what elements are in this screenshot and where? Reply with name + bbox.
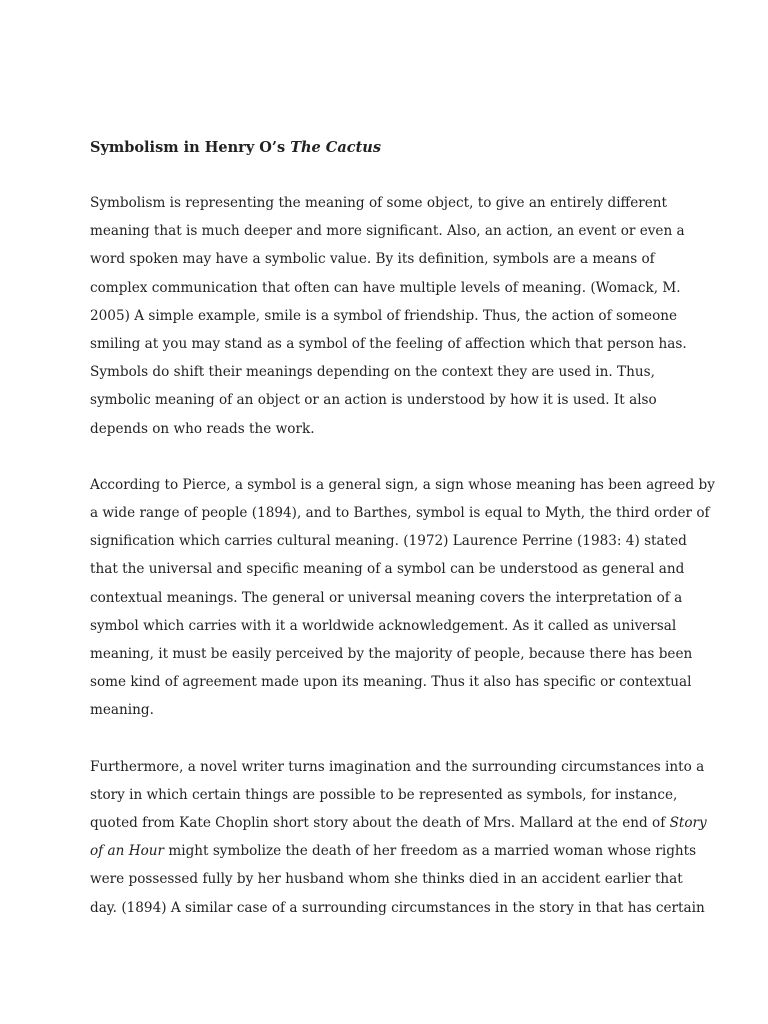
paragraph-line: Furthermore, a novel writer turns imagination and the surrounding circumstances into a	[90, 758, 705, 775]
paragraph-3	[90, 753, 707, 922]
paragraph-line: According to Pierce, a symbol is a general sign, a sign whose meaning has been agreed by	[90, 476, 715, 493]
paragraph-line: smiling at you may stand as a symbol of the feeling of affection which that person has.	[90, 336, 687, 353]
paragraph-line	[90, 837, 697, 865]
paragraph-line	[90, 809, 707, 837]
line-text: quoted from Kate Choplin short story about the death of Mrs. Mallard at the end of	[90, 815, 670, 832]
paragraph-line: 2005) A simple example, smile is a symbol of friendship. Thus, the action of someone	[90, 307, 678, 324]
paragraph-line: meaning that is much deeper and more significant. Also, an action, an event or even a	[90, 223, 685, 240]
paragraph-line: day. (1894) A similar case of a surrounding circumstances in the story in that has certain	[90, 899, 705, 916]
paragraph-line: a wide range of people (1894), and to Barthes, symbol is equal to Myth, the third order of	[90, 505, 710, 522]
paragraph-line: symbol which carries with it a worldwide acknowledgement. As it called as universal	[90, 617, 677, 634]
paragraph-2	[90, 471, 715, 725]
paragraph-line: complex communication that often can have multiple levels of meaning. (Womack, M.	[90, 279, 681, 296]
paragraph-line: that the universal and specific meaning of a symbol can be understood as general and	[90, 561, 685, 578]
title-text: Symbolism in Henry O’s	[90, 139, 291, 156]
paragraph-line: Symbols do shift their meanings depending on the context they are used in. Thus,	[90, 364, 655, 381]
paragraph-line: Symbolism is representing the meaning of some object, to give an entirely different	[90, 195, 668, 211]
paragraph-line: contextual meanings. The general or universal meaning covers the interpretation of a	[90, 589, 683, 606]
paragraph-1	[90, 189, 686, 443]
paragraph-line: symbolic meaning of an object or an action is understood by how it is used. It also	[90, 392, 657, 409]
title-italic-text: The Cactus	[290, 139, 381, 156]
paragraph-line: story in which certain things are possible to be represented as symbols, for instance,	[90, 786, 678, 803]
paragraph-line: meaning, it must be easily perceived by the majority of people, because there has been	[90, 646, 693, 663]
line-text: might symbolize the death of her freedom as a married woman whose rights	[164, 843, 697, 860]
paragraph-line: depends on who reads the work.	[90, 420, 315, 437]
paragraph-line: were possessed fully by her husband whom she thinks died in an accident earlier that	[90, 871, 683, 888]
document-page	[90, 138, 715, 950]
story-title-italic: of an Hour	[90, 843, 165, 860]
document-title	[90, 138, 686, 158]
paragraph-line: some kind of agreement made upon its meaning. Thus it also has specific or contextual	[90, 674, 692, 691]
paragraph-line: signification which carries cultural meaning. (1972) Laurence Perrine (1983: 4) stated	[90, 533, 687, 550]
story-title-italic: Story	[669, 815, 707, 832]
paragraph-line: word spoken may have a symbolic value. By its definition, symbols are a means of	[90, 251, 655, 268]
paragraph-line: meaning.	[90, 702, 154, 719]
